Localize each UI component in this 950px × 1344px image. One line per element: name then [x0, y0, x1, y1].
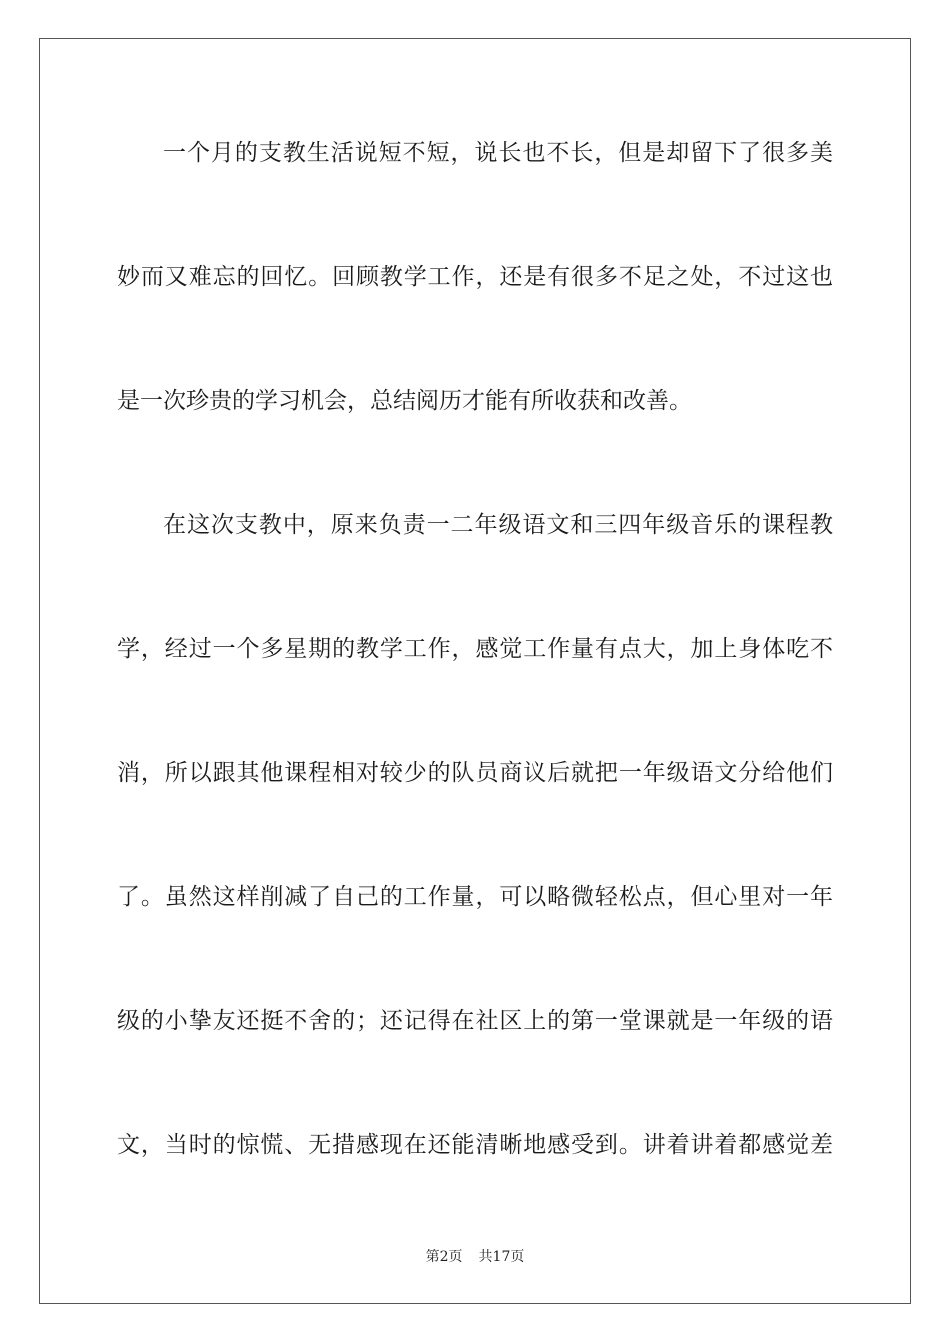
text-line: 级的小挚友还挺不舍的；还记得在社区上的第一堂课就是一年级的语 — [117, 1008, 833, 1034]
text-line: 一个月的支教生活说短不短，说长也不长，但是却留下了很多美 — [163, 140, 833, 166]
text-line: 学，经过一个多星期的教学工作，感觉工作量有点大，加上身体吃不 — [117, 636, 833, 662]
page-number: 第2页 — [425, 1249, 463, 1265]
text-line: 妙而又难忘的回忆。回顾教学工作，还是有很多不足之处，不过这也 — [117, 264, 833, 290]
text-line: 是一次珍贵的学习机会，总结阅历才能有所收获和改善。 — [117, 388, 692, 414]
text-line: 消，所以跟其他课程相对较少的队员商议后就把一年级语文分给他们 — [117, 760, 833, 786]
text-line: 在这次支教中，原来负责一二年级语文和三四年级音乐的课程教 — [163, 512, 833, 538]
page-total: 共17页 — [478, 1249, 525, 1265]
text-line: 文，当时的惊慌、无措感现在还能清晰地感受到。讲着讲着都感觉差 — [117, 1132, 833, 1158]
document-body — [117, 125, 833, 1179]
page-footer — [0, 1246, 950, 1266]
text-line: 了。虽然这样削减了自己的工作量，可以略微轻松点，但心里对一年 — [117, 884, 833, 910]
